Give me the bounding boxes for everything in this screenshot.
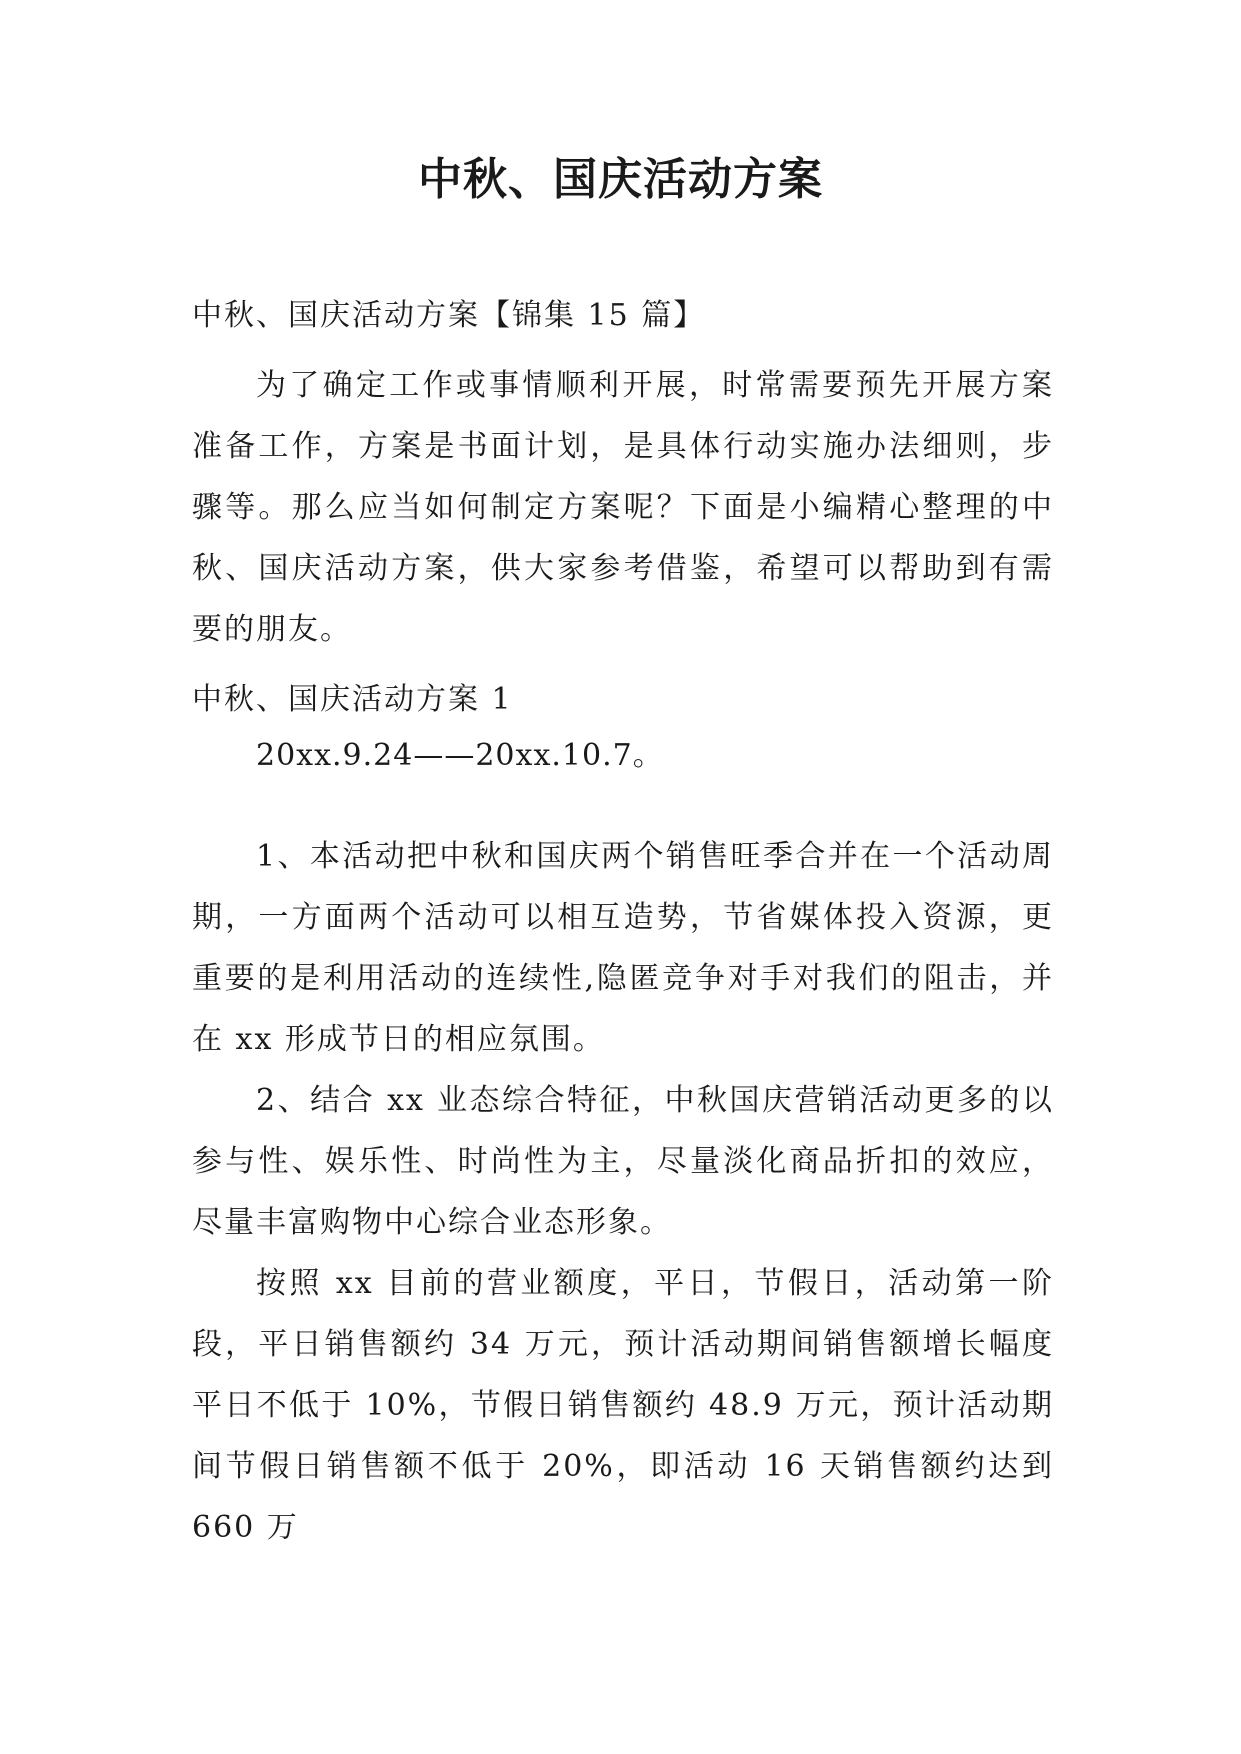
section-1-heading: 中秋、国庆活动方案 1 <box>192 682 513 717</box>
intro-paragraph: 为了确定工作或事情顺利开展，时常需要预先开展方案准备工作，方案是书面计划，是具体行动实施办法细则，步骤等。那么应当如何制定方案呢？下面是小编精心整理的中秋、国庆活动方案，供大家参考借鉴，希望可以帮助到有需要的朋友。 <box>192 368 1054 647</box>
section-1-dates: 20xx.9.24——20xx.10.7。 <box>256 738 664 773</box>
point-3-paragraph: 按照 xx 目前的营业额度，平日，节假日，活动第一阶段，平日销售额约 34 万元，预计活动期间销售额增长幅度平日不低于 10%，节假日销售额约 48.9 万元，预计活动期间节假日销售额不低于 20%，即活动 16 天销售额约达到 660 万 <box>192 1266 1054 1545</box>
document-subtitle: 中秋、国庆活动方案【锦集 15 篇】 <box>192 298 706 333</box>
point-1-paragraph: 1、本活动把中秋和国庆两个销售旺季合并在一个活动周期，一方面两个活动可以相互造势，节省媒体投入资源，更重要的是利用活动的连续性,隐匿竞争对手对我们的阻击，并在 xx 形成节日的相应氛围。 <box>192 839 1054 1057</box>
point-2-paragraph: 2、结合 xx 业态综合特征，中秋国庆营销活动更多的以参与性、娱乐性、时尚性为主，尽量淡化商品折扣的效应，尽量丰富购物中心综合业态形象。 <box>192 1083 1054 1240</box>
document-title: 中秋、国庆活动方案 <box>418 154 823 205</box>
